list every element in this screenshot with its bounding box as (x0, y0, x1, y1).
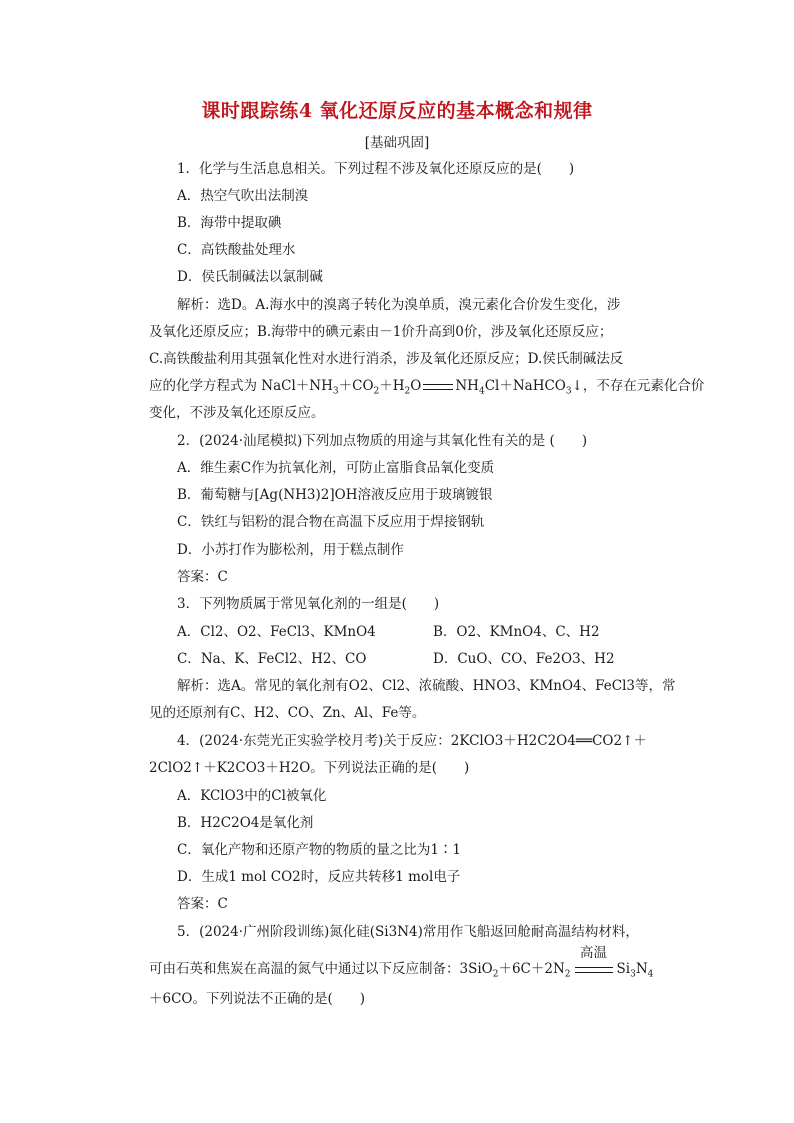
q4-option-c: C．氧化产物和还原产物的物质的量之比为1∶1 (177, 842, 462, 858)
q2-stem: 2．(2024·汕尾模拟)下列加点物质的用途与其氧化性有关的是 ( ) (177, 433, 588, 449)
q4-stem-line1: 4．(2024·东莞光正实验学校月考)关于反应：2KClO3＋H2C2O4══CO2↑＋ (177, 733, 647, 749)
q3-option-a: A．Cl2、O2、FeCl3、KMnO4 (177, 624, 376, 640)
q2-option-b: B．葡萄糖与[Ag(NH3)2]OH溶液反应用于玻璃镀银 (177, 487, 493, 503)
q1-explanation-line3: C.高铁酸盐利用其强氧化性对水进行消杀，涉及氧化还原反应；D.侯氏制碱法反 (149, 351, 624, 367)
q1-explanation-line5: 变化，不涉及氧化还原反应。 (149, 405, 325, 421)
q1-explanation-line2: 及氧化还原反应；B.海带中的碘元素由－1价升高到0价，涉及氧化还原反应； (149, 324, 613, 340)
q4-answer: 答案：C (177, 896, 228, 912)
q3-explanation-line2: 见的还原剂有C、H2、CO、Zn、Al、Fe等。 (149, 705, 426, 721)
q1-option-b: B．海带中提取碘 (177, 215, 282, 231)
q2-option-c: C．铁红与铝粉的混合物在高温下反应用于焊接钢轨 (177, 514, 485, 530)
q3-option-c: C．Na、K、FeCl2、H2、CO (177, 651, 367, 667)
q1-option-a: A．热空气吹出法制溴 (177, 188, 309, 204)
q1-explanation-line4: 应的化学方程式为 $NaCl+NH_3+CO_2+H_2O$ $NH_4Cl+NaHCO_3↓$，不存在元素化合价 (149, 378, 705, 397)
q2-answer: 答案：C (177, 569, 228, 585)
q3-option-d: D．CuO、CO、Fe2O3、H2 (433, 651, 615, 667)
q2-option-a: A．维生素C作为抗氧化剂，可防止富脂食品氧化变质 (177, 460, 495, 476)
q4-option-d: D．生成1 mol CO2时，反应共转移1 mol电子 (177, 869, 461, 885)
q4-stem-line2: 2ClO2↑＋K2CO3＋H2O。下列说法正确的是( ) (149, 760, 470, 776)
q5-stem-line1: 5．(2024·广州阶段训练)氮化硅(Si3N4)常用作飞船返回舱耐高温结构材料， (177, 924, 639, 940)
q3-stem: 3．下列物质属于常见氧化剂的一组是( ) (177, 596, 440, 612)
q3-explanation-line1: 解析：选A。常见的氧化剂有O2、Cl2、浓硫酸、HNO3、KMnO4、FeCl3等，常 (177, 678, 676, 694)
q4-option-a: A．KClO3中的Cl被氧化 (177, 788, 327, 804)
q5-stem-line2: 可由石英和焦炭在高温的氮气中通过以下反应制备：$3SiO_2+6C+2N_2$ 高温 $Si_3N_4$ (149, 945, 654, 980)
q1-option-d: D．侯氏制碱法以氯制碱 (177, 269, 323, 285)
reaction-condition-arrow: 高温 (571, 960, 617, 978)
q5-stem-line3: ＋6CO。下列说法不正确的是( ) (149, 991, 366, 1007)
q4-option-b: B．H2C2O4是氧化剂 (177, 815, 314, 831)
q3-option-b: B．O2、KMnO4、C、H2 (433, 624, 600, 640)
q1-explanation-line1: 解析：选D。A.海水中的溴离子转化为溴单质，溴元素化合价发生变化，涉 (177, 297, 621, 313)
q1-stem: 1．化学与生活息息相关。下列过程不涉及氧化还原反应的是( ) (177, 161, 575, 177)
q1-option-c: C．高铁酸盐处理水 (177, 242, 296, 258)
section-heading: [基础巩固] (364, 135, 430, 151)
page-title: 课时跟踪练4 氧化还原反应的基本概念和规律 (201, 100, 593, 122)
q2-option-d: D．小苏打作为膨松剂，用于糕点制作 (177, 542, 404, 558)
